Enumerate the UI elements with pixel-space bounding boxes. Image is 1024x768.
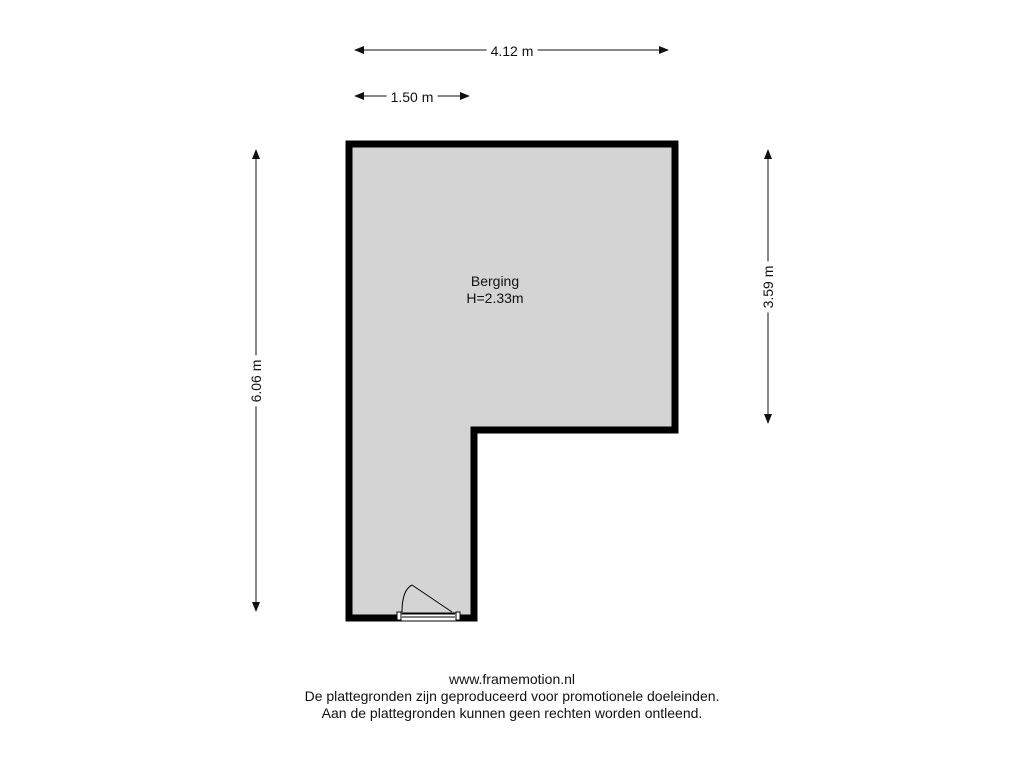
dimension-right-height-label: 3.59 m xyxy=(760,262,776,313)
dimension-top-total-label: 4.12 m xyxy=(487,43,538,59)
footer-line-1: De plattegronden zijn geproduceerd voor promotionele doeleinden. xyxy=(304,688,720,704)
footer-line-2: Aan de plattegronden kunnen geen rechten worden ontleend. xyxy=(321,705,703,721)
footer-website: www.framemotion.nl xyxy=(448,671,576,687)
room-label xyxy=(466,273,523,307)
door-frame-right xyxy=(456,612,460,620)
dimension-left-height-label: 6.06 m xyxy=(248,356,264,407)
door-frame-left xyxy=(397,612,401,620)
dimension-top-partial-label: 1.50 m xyxy=(387,89,438,105)
room-name: Berging xyxy=(470,273,520,289)
room-berging-floor xyxy=(349,144,675,618)
room-height: H=2.33m xyxy=(466,290,524,306)
footer-disclaimer xyxy=(0,671,1024,722)
